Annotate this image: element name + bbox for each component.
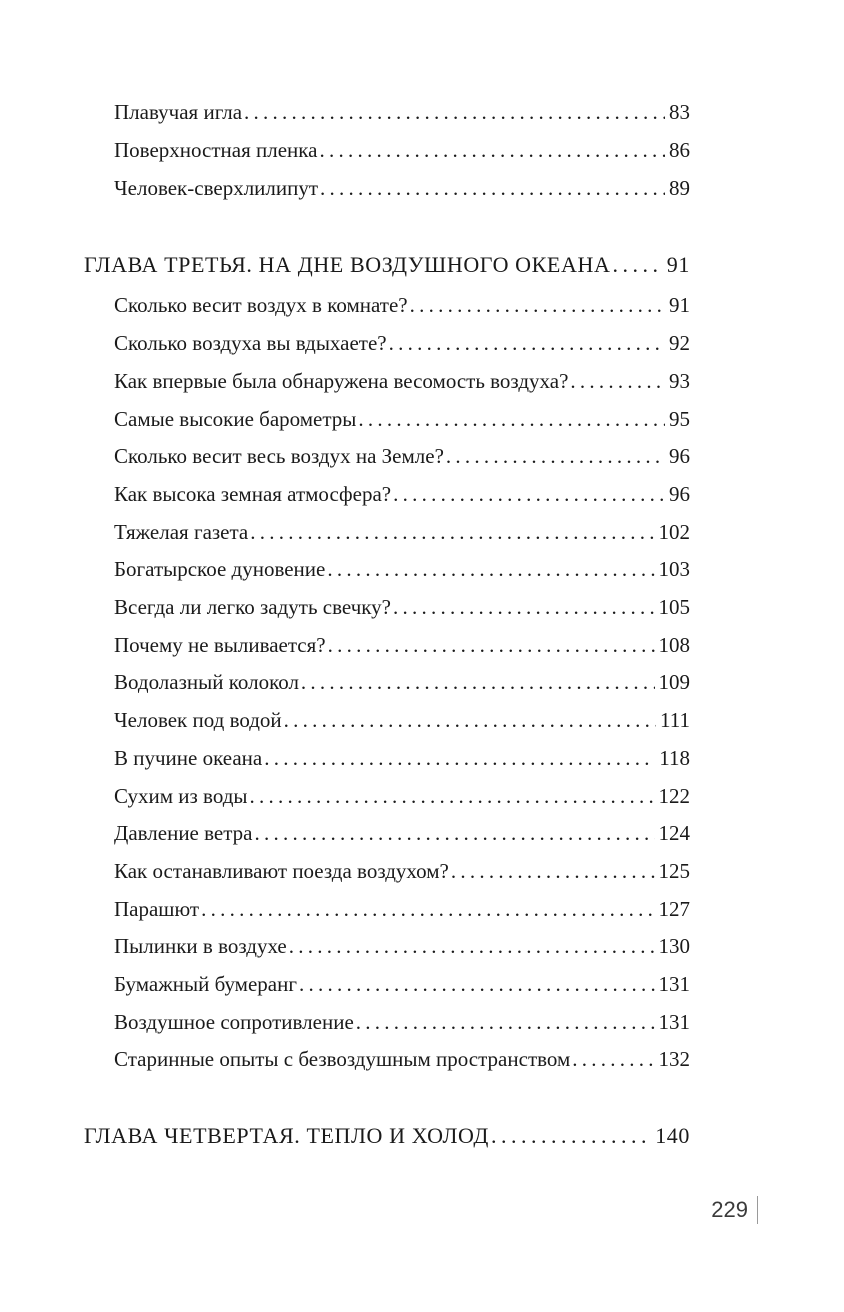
- dot-leader: [393, 595, 655, 619]
- toc-entry-title: Старинные опыты с безвоздушным пространством: [114, 1047, 571, 1071]
- toc-entry-page: 132: [658, 1047, 690, 1071]
- toc-entry-title: Водолазный колокол: [114, 670, 299, 694]
- toc-entry: [114, 1010, 690, 1034]
- toc-entry-page: 95: [669, 407, 690, 431]
- dot-leader: [572, 1047, 654, 1071]
- chapter-page: 140: [655, 1123, 690, 1148]
- toc-entry: [114, 520, 690, 544]
- toc-entry: [114, 972, 690, 996]
- toc-entry-title: Человек-сверхлилипут: [114, 176, 319, 200]
- toc-entry-page: 96: [669, 482, 690, 506]
- toc-entry: [114, 138, 690, 162]
- toc-entry-page: 108: [658, 633, 690, 657]
- dot-leader: [250, 784, 655, 808]
- toc-entry: [114, 369, 690, 393]
- toc-entry: [114, 897, 690, 921]
- toc-entry-page: 89: [669, 176, 690, 200]
- toc-entry: [114, 444, 690, 468]
- toc-entry-page: 124: [658, 821, 690, 845]
- chapter-title: ГЛАВА ТРЕТЬЯ. НА ДНЕ ВОЗДУШНОГО ОКЕАНА: [84, 252, 611, 277]
- toc-entry-title: Пылинки в воздухе: [114, 934, 287, 958]
- toc-entry: [114, 821, 690, 845]
- toc-entry: [114, 482, 690, 506]
- toc-entry-title: Парашют: [114, 897, 200, 921]
- toc-entry-page: 131: [658, 972, 690, 996]
- toc-entry-title: Тяжелая газета: [114, 520, 249, 544]
- toc-entry-page: 96: [669, 444, 690, 468]
- toc-entry-title: Сухим из воды: [114, 784, 248, 808]
- dot-leader: [451, 859, 655, 883]
- toc-entry-title: Как впервые была обнаружена весомость воздуха?: [114, 369, 569, 393]
- dot-leader: [389, 331, 665, 355]
- toc-entry-page: 125: [658, 859, 690, 883]
- toc-entry-title: Сколько весит весь воздух на Земле?: [114, 444, 444, 468]
- dot-leader: [284, 708, 656, 732]
- toc-entry: [114, 176, 690, 200]
- toc-entry: [114, 784, 690, 808]
- dot-leader: [289, 934, 655, 958]
- toc-entry-title: Плавучая игла: [114, 100, 243, 124]
- toc-entry-page: 103: [658, 557, 690, 581]
- toc-entry-page: 118: [659, 746, 690, 770]
- toc-entry-title: Поверхностная пленка: [114, 138, 318, 162]
- dot-leader: [264, 746, 655, 770]
- chapter-heading: [84, 253, 690, 277]
- toc-entry: [114, 633, 690, 657]
- toc-entry: [114, 708, 690, 732]
- dot-leader: [299, 972, 655, 996]
- dot-leader: [201, 897, 654, 921]
- toc-entry-title: Давление ветра: [114, 821, 253, 845]
- chapter-page: 91: [666, 252, 690, 277]
- dot-leader: [446, 444, 665, 468]
- toc-entry-page: 130: [658, 934, 690, 958]
- toc-entry-title: Как высока земная атмосфера?: [114, 482, 392, 506]
- toc-entry: [114, 595, 690, 619]
- toc-entry: [114, 557, 690, 581]
- toc-entry-page: 92: [669, 331, 690, 355]
- toc-entry-title: В пучине океана: [114, 746, 263, 770]
- toc-entry-title: Как останавливают поезда воздухом?: [114, 859, 449, 883]
- toc-entry-title: Самые высокие барометры: [114, 407, 357, 431]
- dot-leader: [491, 1124, 651, 1148]
- dot-leader: [358, 407, 665, 431]
- toc-entry-title: Сколько воздуха вы вдыхаете?: [114, 331, 387, 355]
- toc-entry: [114, 859, 690, 883]
- toc-entry-title: Почему не выливается?: [114, 633, 326, 657]
- toc-entry-page: 93: [669, 369, 690, 393]
- toc-entry: [114, 670, 690, 694]
- dot-leader: [320, 138, 666, 162]
- toc-entry: [114, 1047, 690, 1071]
- dot-leader: [250, 520, 654, 544]
- dot-leader: [320, 176, 665, 200]
- toc-entry-page: 105: [658, 595, 690, 619]
- toc-entry-page: 109: [658, 670, 690, 694]
- toc-entry-title: Сколько весит воздух в комнате?: [114, 293, 408, 317]
- page-number: 229: [711, 1197, 748, 1222]
- toc-entry-title: Бумажный бумеранг: [114, 972, 297, 996]
- toc-entry-page: 131: [658, 1010, 690, 1034]
- folio-divider: [757, 1196, 758, 1224]
- toc-entry-title: Воздушное сопротивление: [114, 1010, 354, 1034]
- toc-entry-page: 91: [669, 293, 690, 317]
- dot-leader: [612, 253, 662, 277]
- dot-leader: [328, 633, 655, 657]
- toc-entry: [114, 934, 690, 958]
- toc-entry-page: 83: [669, 100, 690, 124]
- toc-entry: [114, 407, 690, 431]
- chapter-heading: [84, 1124, 690, 1148]
- toc-entry-title: Богатырское дуновение: [114, 557, 326, 581]
- toc-entry-page: 86: [669, 138, 690, 162]
- toc-entry-page: 122: [658, 784, 690, 808]
- dot-leader: [327, 557, 654, 581]
- toc-entry-title: Всегда ли легко задуть свечку?: [114, 595, 391, 619]
- toc-entry-page: 111: [660, 708, 690, 732]
- dot-leader: [244, 100, 665, 124]
- dot-leader: [570, 369, 665, 393]
- toc-entry: [114, 100, 690, 124]
- toc-entry: [114, 746, 690, 770]
- toc-entry-page: 127: [658, 897, 690, 921]
- chapter-title: ГЛАВА ЧЕТВЕРТАЯ. ТЕПЛО И ХОЛОД: [84, 1123, 489, 1148]
- toc-entry-page: 102: [658, 520, 690, 544]
- dot-leader: [410, 293, 665, 317]
- dot-leader: [356, 1010, 655, 1034]
- dot-leader: [393, 482, 665, 506]
- dot-leader: [301, 670, 655, 694]
- dot-leader: [255, 821, 655, 845]
- toc-entry: [114, 331, 690, 355]
- toc-entry-title: Человек под водой: [114, 708, 282, 732]
- toc-entry: [114, 293, 690, 317]
